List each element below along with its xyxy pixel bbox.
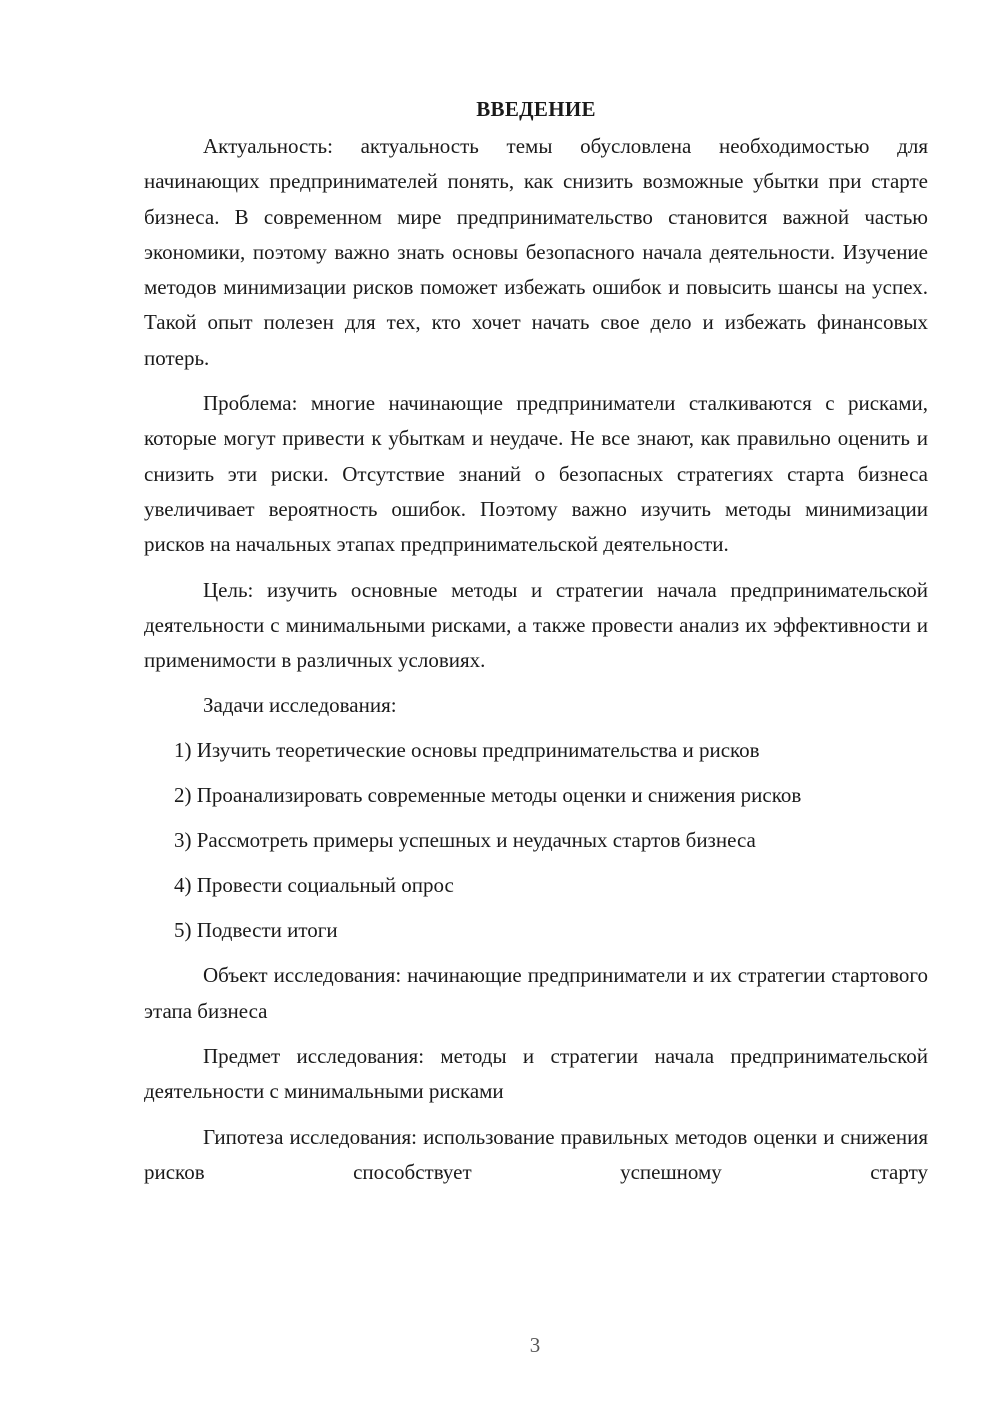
problem-paragraph: Проблема: многие начинающие предприниматели сталкиваются с рисками, которые могут привести к убыткам и неудаче. Не все знают, как правильно оценить и снизить эти риски. Отсутствие знаний о безопасных стратегиях старта бизнеса увеличивает вероятность ошибок. Поэтому важно изучить методы минимизации рисков на начальных этапах предпринимательской деятельности. [144, 391, 928, 557]
task-item: 4) Провести социальный опрос [174, 873, 454, 898]
task-item: 3) Рассмотреть примеры успешных и неудачных стартов бизнеса [174, 828, 756, 853]
section-heading: ВВЕДЕНИЕ [476, 97, 596, 121]
hypothesis-paragraph: Гипотеза исследования: использование правильных методов оценки и снижения рисков способствует успешному старту [144, 1124, 928, 1184]
task-item: 1) Изучить теоретические основы предпринимательства и рисков [174, 738, 760, 763]
task-item: 2) Проанализировать современные методы оценки и снижения рисков [174, 783, 802, 808]
page-number: 3 [529, 1333, 541, 1357]
task-item: 5) Подвести итоги [174, 918, 338, 943]
tasks-title: Задачи исследования: [203, 693, 397, 718]
tasks-list [144, 733, 928, 948]
document-page [144, 92, 928, 1200]
relevance-paragraph: Актуальность: актуальность темы обусловлена необходимостью для начинающих предпринимателей понять, как снизить возможные убытки при старте бизнеса. В современном мире предпринимательство становится важной частью экономики, поэтому важно знать основы безопасного начала деятельности. Изучение методов минимизации рисков поможет избежать ошибок и повысить шансы на успех. Такой опыт полезен для тех, кто хочет начать свое дело и избежать финансовых потерь. [144, 134, 928, 370]
object-paragraph: Объект исследования: начинающие предприниматели и их стратегии стартового этапа бизнеса [144, 963, 928, 1023]
goal-paragraph: Цель: изучить основные методы и стратегии начала предпринимательской деятельности с минимальными рисками, а также провести анализ их эффективности и применимости в различных условиях. [144, 577, 928, 673]
subject-paragraph: Предмет исследования: методы и стратегии начала предпринимательской деятельности с минимальными рисками [144, 1044, 928, 1104]
